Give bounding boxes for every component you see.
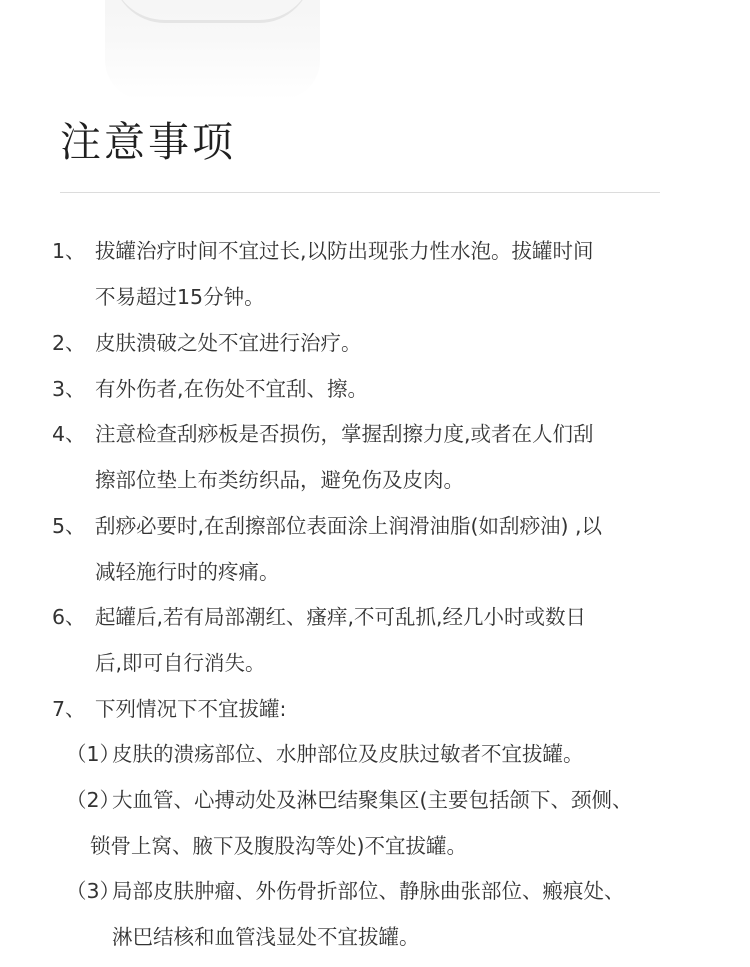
item-number: 3、	[52, 377, 86, 401]
item-text: 注意检查刮痧板是否损伤，掌握刮擦力度,或者在人们刮	[95, 422, 594, 446]
item-text: 有外伤者,在伤处不宜刮、擦。	[95, 377, 369, 401]
sub-item-text: 局部皮肤肿瘤、外伤骨折部位、静脉曲张部位、瘢痕处、	[112, 879, 625, 903]
item-number: 7、	[52, 697, 86, 721]
item-text: 下列情况下不宜拔罐:	[95, 697, 287, 721]
sub-item-number: （3）	[66, 879, 121, 903]
item-number: 6、	[52, 605, 86, 629]
item-text: 后,即可自行消失。	[95, 651, 266, 675]
item-text: 皮肤溃破之处不宜进行治疗。	[95, 331, 362, 355]
title-divider	[60, 192, 660, 193]
item-text: 刮痧必要时,在刮擦部位表面涂上润滑油脂(如刮痧油) ,以	[95, 514, 603, 538]
item-text: 减轻施行时的疼痛。	[95, 560, 280, 584]
item-number: 2、	[52, 331, 86, 355]
sub-item-number: （1）	[66, 742, 121, 766]
sub-item-number: （2）	[66, 788, 121, 812]
page-title: 注意事项	[60, 118, 236, 166]
item-text: 不易超过15分钟。	[95, 285, 265, 309]
item-text: 拔罐治疗时间不宜过长,以防出现张力性水泡。拔罐时间	[95, 239, 594, 263]
item-number: 4、	[52, 422, 86, 446]
sub-item-text: 淋巴结核和血管浅显处不宜拔罐。	[112, 925, 420, 949]
sub-item-text: 大血管、心搏动处及淋巴结聚集区(主要包括颌下、颈侧、	[112, 788, 633, 812]
item-text: 起罐后,若有局部潮红、瘙痒,不可乱抓,经几小时或数日	[95, 605, 587, 629]
item-number: 1、	[52, 239, 86, 263]
item-number: 5、	[52, 514, 86, 538]
sub-item-text: 锁骨上窝、腋下及腹股沟等处)不宜拔罐。	[90, 834, 467, 858]
item-text: 擦部位垫上布类纺织品，避免伤及皮肉。	[95, 468, 464, 492]
sub-item-text: 皮肤的溃疡部位、水肿部位及皮肤过敏者不宜拔罐。	[112, 742, 584, 766]
